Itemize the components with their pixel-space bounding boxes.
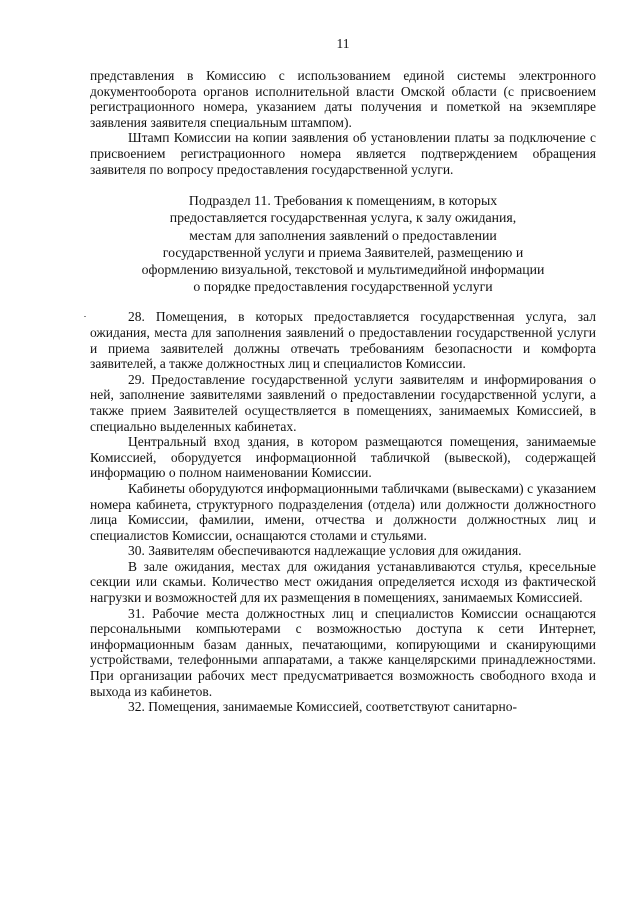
paragraph-32: 32. Помещения, занимаемые Комиссией, соответствуют санитарно-: [128, 699, 517, 715]
section-heading: [90, 192, 596, 295]
paragraph-29: 29. Предоставление государственной услуги заявителям и информирования о ней, заполнение заявителями заявлений о предоставлении государственной услуги, а также прием Заявителей осуществляется в помещениях, занимаемых Комиссией, в специально выделенных кабинетах.: [90, 371, 596, 434]
heading-line: оформлению визуальной, текстовой и мультимедийной информации: [141, 261, 545, 277]
paragraph-entrance: Центральный вход здания, в котором размещаются помещения, занимаемые Комиссией, оборудуется информационной табличкой (вывеской), содержащей информацию о полном наименовании Комиссии.: [90, 434, 596, 481]
heading-line: Подраздел 11. Требования к помещениям, в которых: [188, 193, 498, 209]
paragraph-stamp: Штамп Комиссии на копии заявления об установлении платы за подключение с присвоением регистрационного номера является подтверждением обращения заявителя по вопросу предоставления государственной услуги.: [90, 130, 596, 177]
paragraph-continuation: представления в Комиссию с использованием единой системы электронного документооборота органов исполнительной власти Омской области (с присвоением регистрационного номера, указанием даты получения и пометкой на экземпляре заявления заявителя специальным штампом).: [90, 68, 596, 130]
page-number: 11: [336, 36, 350, 51]
paragraph-cabinets: Кабинеты оборудуются информационными табличками (вывесками) с указанием номера кабинета, структурного подразделения (отдела) или должности должностного лица Комиссии, фамилии, имени, отчества и должности должностных лиц и специалистов Комиссии, оснащаются столами и стульями.: [90, 480, 596, 543]
heading-line: о порядке предоставления государственной услуги: [193, 279, 493, 295]
paragraph-30: 30. Заявителям обеспечиваются надлежащие условия для ожидания.: [128, 543, 522, 559]
document-body: [90, 68, 596, 715]
heading-line: государственной услуги и приема Заявителей, размещению и: [162, 244, 524, 260]
paragraph-31: 31. Рабочие места должностных лиц и специалистов Комиссии оснащаются персональными компьютерами с возможностью доступа к сети Интернет, информационным базам данных, печатающими, копирующими и сканирующими устройствами, телефонными аппаратами, а также канцелярскими принадлежностями. При организации рабочих мест предусматривается возможность свободного входа и выхода из кабинетов.: [90, 605, 596, 699]
paragraph-waiting-hall: В зале ожидания, местах для ожидания устанавливаются стулья, кресельные секции или скамьи. Количество мест ожидания определяется исходя из фактической нагрузки и возможностей для их размещения в помещениях, занимаемых Комиссией.: [90, 558, 596, 606]
scan-speck: [84, 316, 86, 317]
heading-line: предоставляется государственная услуга, к залу ожидания,: [169, 210, 517, 226]
paragraph-28: 28. Помещения, в которых предоставляется государственная услуга, зал ожидания, места для заполнения заявлений о предоставлении государственной услуги и приема заявителей должны отвечать требованиям безопасности и комфорта заявителей, а также должностных лиц и специалистов Комиссии.: [90, 309, 596, 372]
document-page: [90, 0, 596, 905]
heading-line: местам для заполнения заявлений о предоставлении: [189, 227, 497, 243]
